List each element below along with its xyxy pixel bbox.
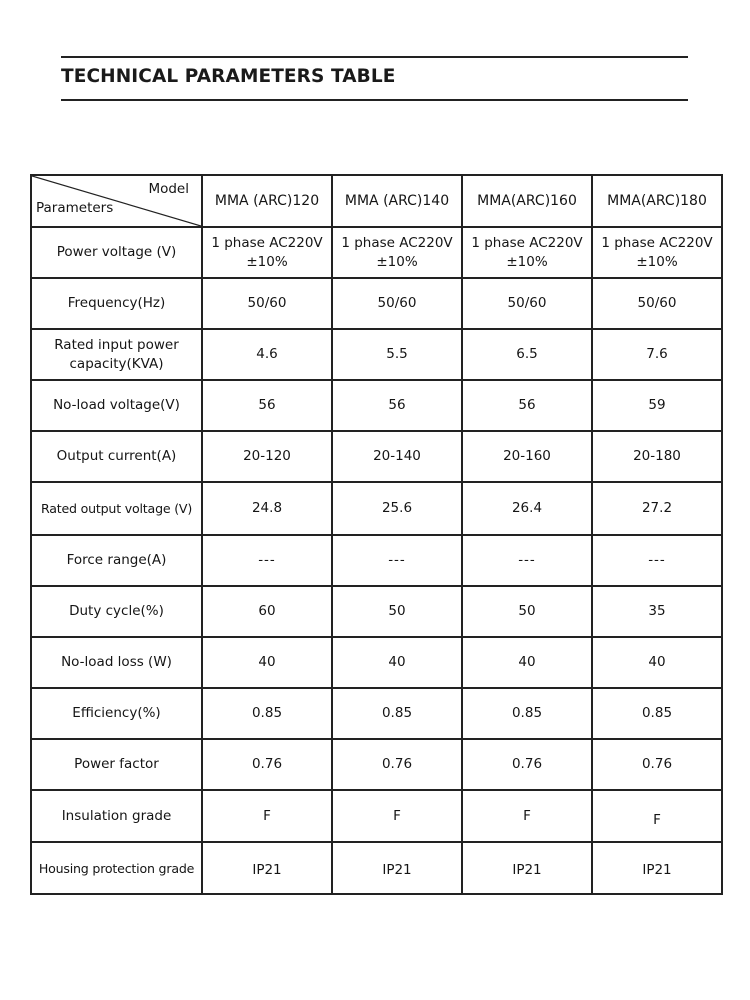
row-label: Frequency(Hz)	[31, 278, 202, 329]
table-cell: 40	[592, 637, 722, 688]
table-cell: 40	[202, 637, 332, 688]
table-cell: IP21	[592, 842, 722, 894]
row-label: Efficiency(%)	[31, 688, 202, 739]
table-cell: 35	[592, 586, 722, 637]
title-top-rule	[61, 56, 688, 58]
table-cell: 60	[202, 586, 332, 637]
technical-parameters-table	[30, 174, 723, 895]
table-cell: IP21	[462, 842, 592, 894]
table-cell: 20-180	[592, 431, 722, 482]
table-cell: 0.76	[332, 739, 462, 790]
table-row	[31, 482, 722, 535]
table-cell: 0.76	[592, 739, 722, 790]
row-label: Duty cycle(%)	[31, 586, 202, 637]
table-cell: 20-120	[202, 431, 332, 482]
table-cell: ---	[592, 535, 722, 586]
table-cell: 50/60	[592, 278, 722, 329]
table-cell: ---	[332, 535, 462, 586]
row-label: Insulation grade	[31, 790, 202, 842]
table-cell: 56	[202, 380, 332, 431]
row-label: Power factor	[31, 739, 202, 790]
table-cell: F	[202, 790, 332, 842]
table-cell: 40	[332, 637, 462, 688]
table-row	[31, 380, 722, 431]
table-cell: 1 phase AC220V ±10%	[462, 227, 592, 278]
table-row	[31, 790, 722, 842]
table-row	[31, 637, 722, 688]
table-cell: 59	[592, 380, 722, 431]
table-cell: 50/60	[202, 278, 332, 329]
table-cell: 24.8	[202, 482, 332, 535]
row-label: Output current(A)	[31, 431, 202, 482]
title-bottom-rule	[61, 99, 688, 101]
table-cell: 27.2	[592, 482, 722, 535]
table-cell: 0.85	[592, 688, 722, 739]
table-cell: 7.6	[592, 329, 722, 380]
table-cell: F	[592, 790, 722, 842]
row-label: Housing protection grade	[31, 842, 202, 894]
table-row	[31, 739, 722, 790]
table-cell: ---	[462, 535, 592, 586]
table-cell: 1 phase AC220V ±10%	[332, 227, 462, 278]
table-cell: IP21	[332, 842, 462, 894]
table-cell: 0.85	[332, 688, 462, 739]
table-row	[31, 586, 722, 637]
model-header: MMA(ARC)160	[462, 175, 592, 227]
table-cell: 26.4	[462, 482, 592, 535]
table-cell: 6.5	[462, 329, 592, 380]
table-cell: 0.85	[202, 688, 332, 739]
table-row	[31, 535, 722, 586]
table-cell: 50/60	[462, 278, 592, 329]
row-label: Force range(A)	[31, 535, 202, 586]
table-cell: IP21	[202, 842, 332, 894]
table-header-row	[31, 175, 722, 227]
model-header: MMA (ARC)140	[332, 175, 462, 227]
table-cell: 0.85	[462, 688, 592, 739]
table-cell: 56	[332, 380, 462, 431]
model-header: MMA (ARC)120	[202, 175, 332, 227]
page-title: TECHNICAL PARAMETERS TABLE	[61, 66, 396, 87]
table-cell: 50	[462, 586, 592, 637]
row-label: Rated output voltage (V)	[31, 482, 202, 535]
table-cell: ---	[202, 535, 332, 586]
table-cell: 0.76	[462, 739, 592, 790]
table-row	[31, 688, 722, 739]
table-cell: 25.6	[332, 482, 462, 535]
table-cell: 5.5	[332, 329, 462, 380]
table-cell: 20-160	[462, 431, 592, 482]
table-cell: 1 phase AC220V ±10%	[202, 227, 332, 278]
table-cell: 20-140	[332, 431, 462, 482]
model-header: MMA(ARC)180	[592, 175, 722, 227]
row-label: No-load loss (W)	[31, 637, 202, 688]
table-cell: 56	[462, 380, 592, 431]
model-column-label: Model	[148, 181, 189, 197]
row-label: No-load voltage(V)	[31, 380, 202, 431]
table-cell: F	[462, 790, 592, 842]
table-cell: 4.6	[202, 329, 332, 380]
table-cell: 50	[332, 586, 462, 637]
table-row	[31, 227, 722, 278]
table-row	[31, 278, 722, 329]
row-label: Rated input power capacity(KVA)	[31, 329, 202, 380]
table-cell: 0.76	[202, 739, 332, 790]
header-corner-cell	[31, 175, 202, 227]
table-cell: 1 phase AC220V ±10%	[592, 227, 722, 278]
table-row	[31, 431, 722, 482]
table-row	[31, 329, 722, 380]
table-cell: 50/60	[332, 278, 462, 329]
parameters-row-label: Parameters	[36, 200, 114, 216]
row-label: Power voltage (V)	[31, 227, 202, 278]
table-cell: 40	[462, 637, 592, 688]
table-row	[31, 842, 722, 894]
table-cell: F	[332, 790, 462, 842]
